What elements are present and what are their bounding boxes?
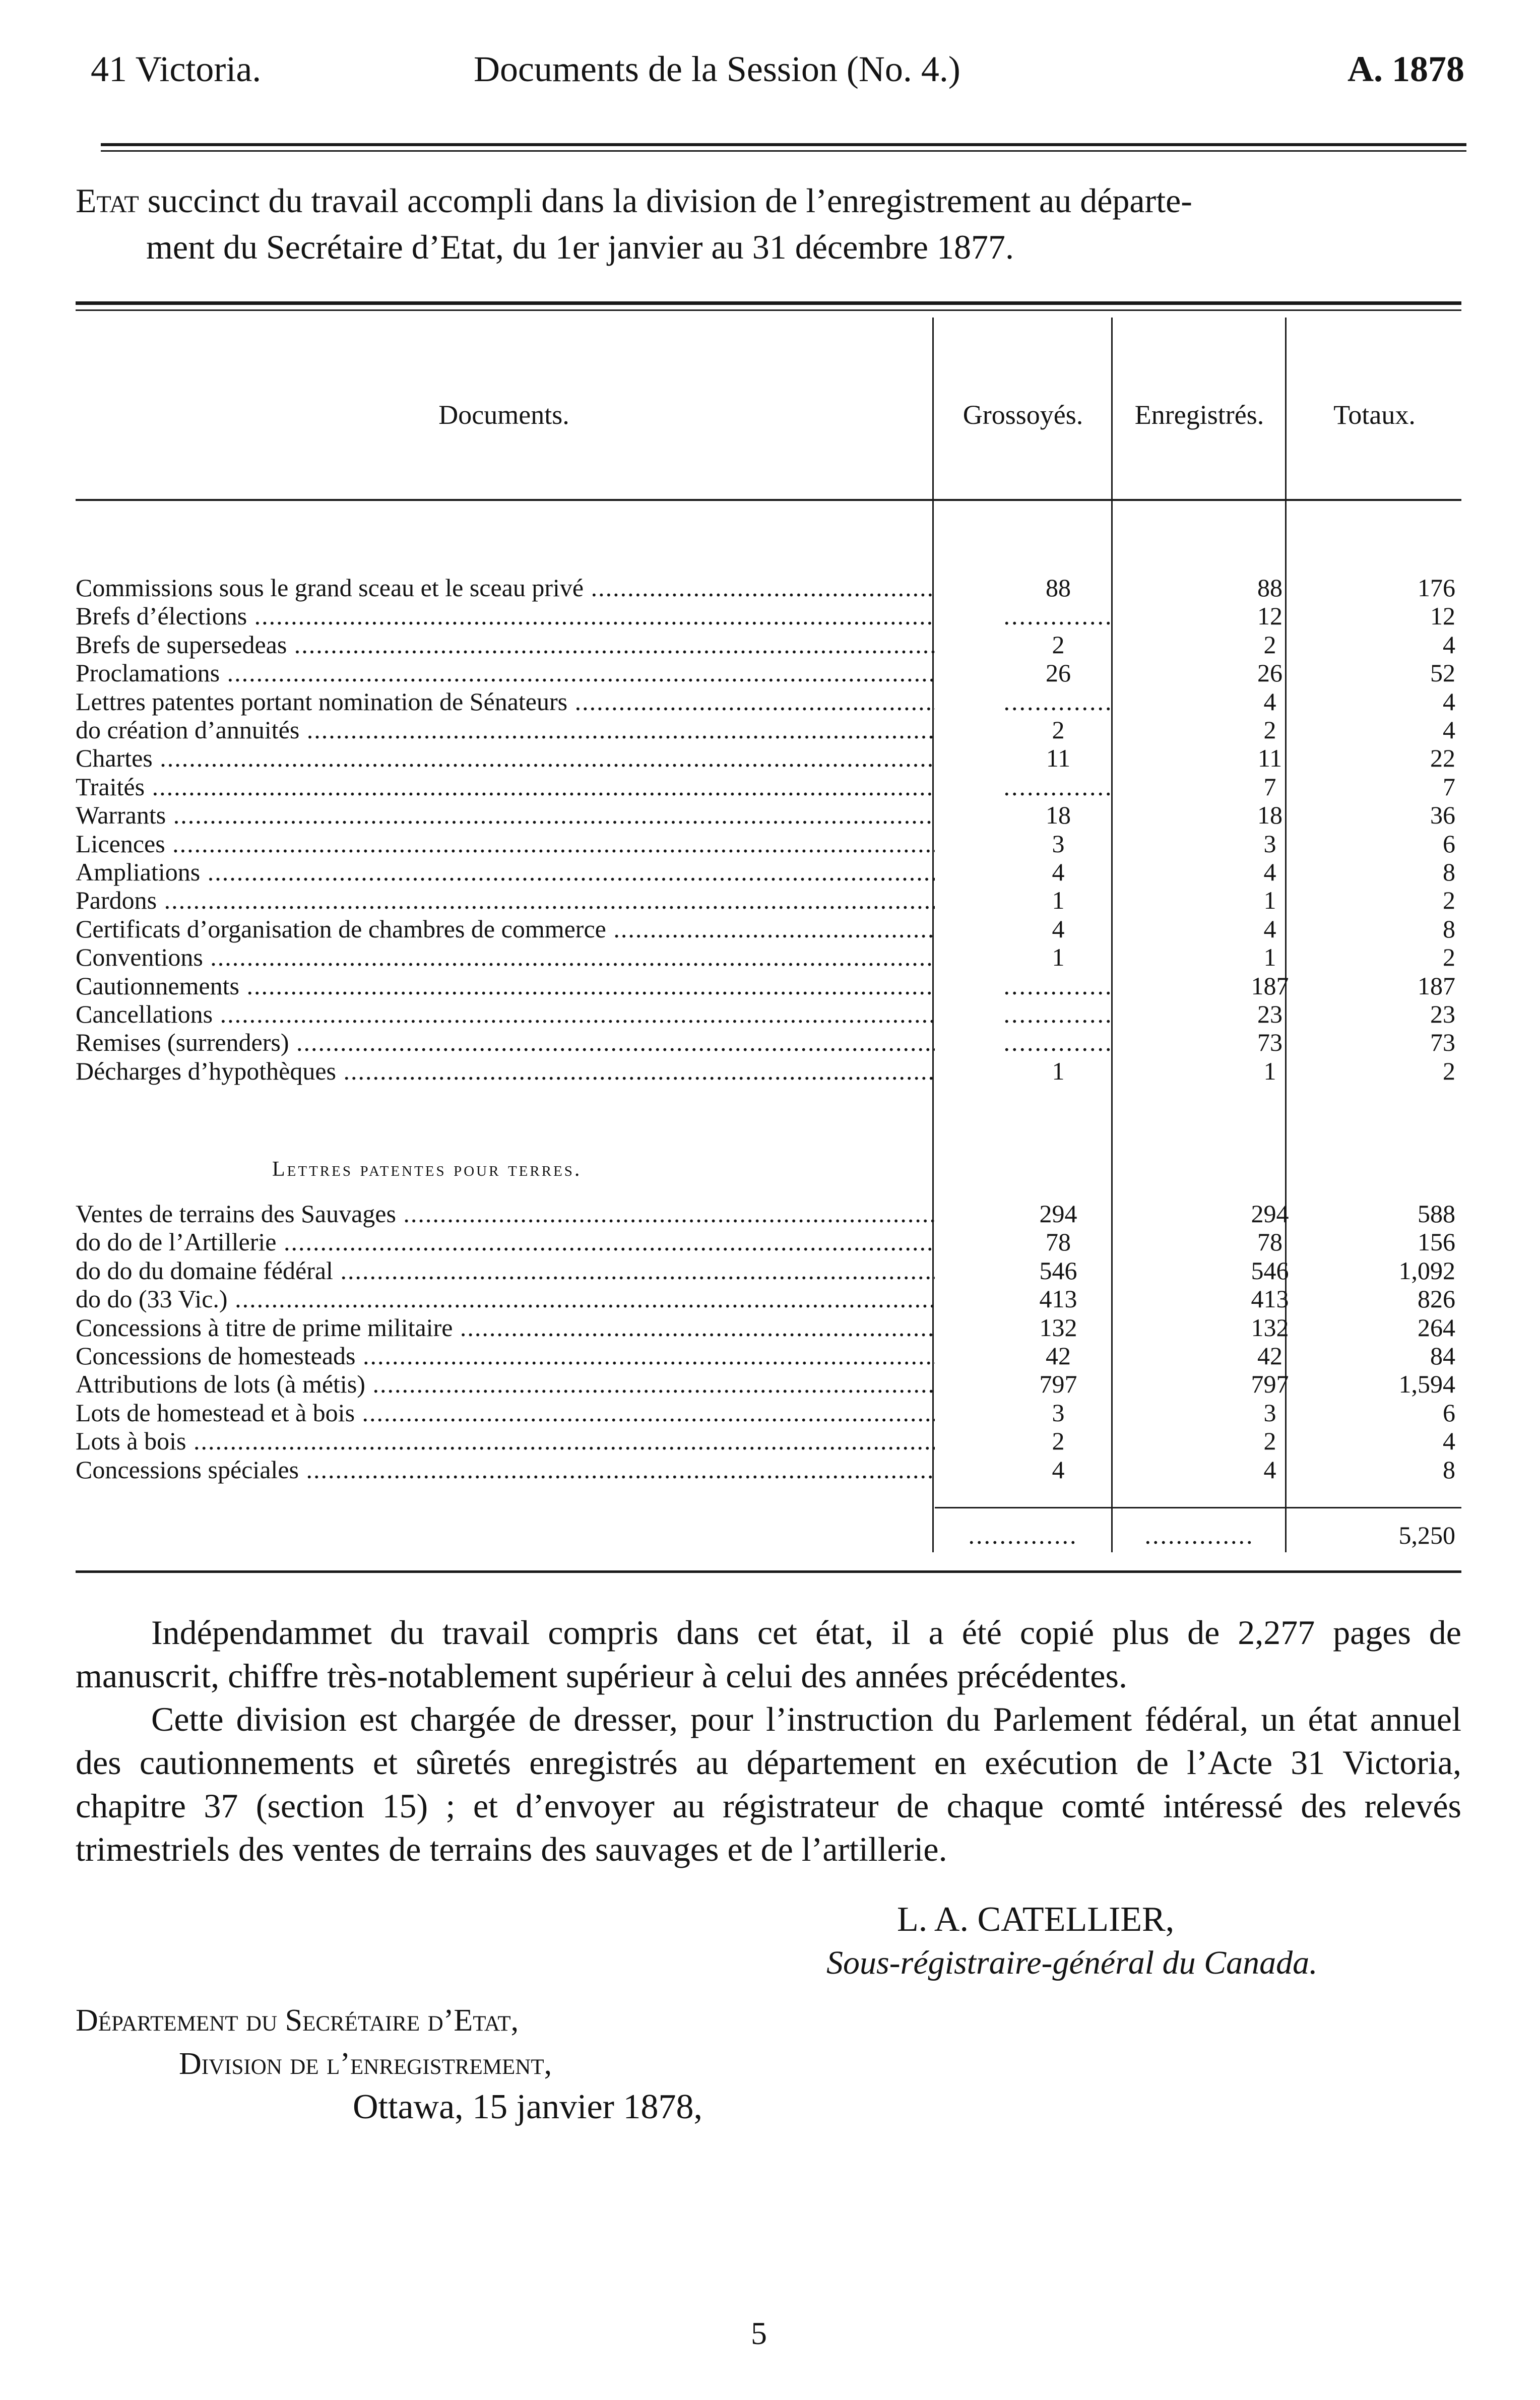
paragraph-2: Cette division est chargée de dresser, pour l’instruction du Parlement fédéral, un état annuel des cautionnements et sûretés enregistrés au département en exécution de l’Acte 31 Victoria, chapitre 37 (section 15) ; et d’envoyer au régistrateur de chaque comté intéressé des relevés trimestriels des ventes de terrains des sauvages et de l’artillerie. <box>76 1700 1461 1868</box>
row-totaux-value: 73 <box>1430 1028 1455 1057</box>
row-document-label: Brefs de supersedeas ..... <box>76 630 935 659</box>
row-totaux-value: 22 <box>1430 744 1455 773</box>
row-enregistres-value: 73 <box>1257 1028 1282 1057</box>
table-row <box>76 1057 1461 1085</box>
row-grossoyes-value: 4 <box>1052 1455 1065 1484</box>
total-grossoyes: .............. <box>968 1521 1078 1549</box>
row-totaux-value: 4 <box>1443 1427 1455 1456</box>
table-header-rule <box>76 499 1461 501</box>
column-header-enregistres: Enregistrés. <box>1134 400 1264 430</box>
row-enregistres-value: 187 <box>1251 971 1289 1000</box>
row-enregistres-value: 23 <box>1257 1000 1282 1028</box>
row-grossoyes-value: .............. <box>1003 772 1113 801</box>
row-document-label: Conventions ..... <box>76 943 935 971</box>
row-grossoyes-value: 546 <box>1039 1256 1077 1285</box>
title-line-2: ment du Secrétaire d’Etat, du 1er janvier au 31 décembre 1877. <box>146 228 1014 266</box>
row-totaux-value: 4 <box>1443 716 1455 744</box>
row-totaux-value: 2 <box>1443 886 1455 915</box>
table-row <box>76 1285 1461 1313</box>
row-enregistres-value: 1 <box>1263 1056 1276 1085</box>
row-grossoyes-value: 294 <box>1039 1199 1077 1228</box>
table-row <box>76 972 1461 1000</box>
title-lead: Etat <box>76 181 139 220</box>
row-enregistres-value: 3 <box>1263 829 1276 858</box>
row-enregistres-value: 2 <box>1263 1427 1276 1456</box>
table-row <box>76 602 1461 630</box>
row-enregistres-value: 546 <box>1251 1256 1289 1285</box>
row-document-label: Concessions spéciales ..... <box>76 1456 935 1484</box>
row-totaux-value: 4 <box>1443 687 1455 716</box>
table-row <box>76 574 1461 602</box>
signature-name: L. A. CATELLIER, <box>897 1900 1175 1939</box>
row-totaux-value: 36 <box>1430 801 1455 830</box>
row-enregistres-value: 294 <box>1251 1199 1289 1228</box>
row-document-label: Remises (surrenders) ..... <box>76 1028 935 1056</box>
column-header-documents: Documents. <box>438 400 569 430</box>
row-totaux-value: 23 <box>1430 1000 1455 1028</box>
row-enregistres-value: 1 <box>1263 886 1276 915</box>
row-grossoyes-value: 2 <box>1052 716 1065 744</box>
row-enregistres-value: 4 <box>1263 687 1276 716</box>
row-enregistres-value: 7 <box>1263 772 1276 801</box>
row-totaux-value: 826 <box>1418 1285 1455 1313</box>
row-grossoyes-value: 2 <box>1052 1427 1065 1456</box>
table-row <box>76 659 1461 687</box>
running-header-left: 41 Victoria. <box>91 49 262 89</box>
row-totaux-value: 2 <box>1443 1056 1455 1085</box>
row-totaux-value: 6 <box>1443 829 1455 858</box>
row-enregistres-value: 88 <box>1257 574 1282 602</box>
row-grossoyes-value: 4 <box>1052 914 1065 943</box>
row-grossoyes-value: .............. <box>1003 971 1113 1000</box>
header-rule-bottom <box>101 150 1466 152</box>
row-totaux-value: 187 <box>1418 971 1455 1000</box>
table-row <box>76 1028 1461 1056</box>
table-row <box>76 1342 1461 1370</box>
row-totaux-value: 84 <box>1430 1342 1455 1370</box>
total-rule <box>935 1507 1461 1508</box>
row-grossoyes-value: 3 <box>1052 829 1065 858</box>
row-document-label: Proclamations ..... <box>76 659 935 687</box>
table-row <box>76 744 1461 772</box>
row-enregistres-value: 2 <box>1263 630 1276 659</box>
running-header-center: Documents de la Session (No. 4.) <box>474 49 960 89</box>
total-totaux: 5,250 <box>1398 1521 1455 1549</box>
running-header-right: A. 1878 <box>1348 49 1464 89</box>
row-grossoyes-value: 1 <box>1052 943 1065 972</box>
table-row <box>76 1370 1461 1398</box>
header-rule-top <box>101 143 1466 146</box>
row-enregistres-value: 2 <box>1263 716 1276 744</box>
table-top-rule-thick <box>76 301 1461 305</box>
row-document-label: Chartes ..... <box>76 744 935 772</box>
row-totaux-value: 176 <box>1418 574 1455 602</box>
table-row <box>76 716 1461 744</box>
row-document-label: Ventes de terrains des Sauvages ..... <box>76 1199 935 1228</box>
row-totaux-value: 8 <box>1443 858 1455 886</box>
row-document-label: Commissions sous le grand sceau et le sceau privé ..... <box>76 574 935 602</box>
row-document-label: Licences ..... <box>76 830 935 858</box>
row-totaux-value: 6 <box>1443 1398 1455 1427</box>
row-document-label: Cancellations ..... <box>76 1000 935 1028</box>
row-enregistres-value: 12 <box>1257 602 1282 630</box>
row-enregistres-value: 4 <box>1263 858 1276 886</box>
department-line-1: Département du Secrétaire d’Etat, <box>76 2003 519 2038</box>
row-document-label: Ampliations ..... <box>76 858 935 886</box>
row-enregistres-value: 26 <box>1257 659 1282 687</box>
row-grossoyes-value: 132 <box>1039 1313 1077 1342</box>
table-row <box>76 1256 1461 1285</box>
table-bottom-rule <box>76 1570 1461 1573</box>
row-enregistres-value: 18 <box>1257 801 1282 830</box>
row-grossoyes-value: 42 <box>1046 1342 1071 1370</box>
table-row <box>76 1456 1461 1484</box>
table-row <box>76 630 1461 659</box>
row-totaux-value: 588 <box>1418 1199 1455 1228</box>
row-document-label: do création d’annuités ..... <box>76 716 935 744</box>
row-enregistres-value: 132 <box>1251 1313 1289 1342</box>
row-totaux-value: 2 <box>1443 943 1455 972</box>
row-enregistres-value: 11 <box>1257 744 1282 773</box>
table-row <box>76 1000 1461 1028</box>
row-document-label: Décharges d’hypothèques ..... <box>76 1057 935 1085</box>
row-totaux-value: 4 <box>1443 630 1455 659</box>
table-top-rule-thin <box>76 309 1461 311</box>
row-totaux-value: 8 <box>1443 914 1455 943</box>
row-totaux-value: 52 <box>1430 659 1455 687</box>
row-document-label: Traités ..... <box>76 773 935 801</box>
row-totaux-value: 1,594 <box>1398 1370 1455 1399</box>
row-grossoyes-value: 26 <box>1046 659 1071 687</box>
table-row <box>76 858 1461 886</box>
row-enregistres-value: 797 <box>1251 1370 1289 1399</box>
table-row <box>76 1399 1461 1427</box>
row-document-label: do do de l’Artillerie ..... <box>76 1228 935 1256</box>
row-document-label: do do du domaine fédéral ..... <box>76 1256 935 1285</box>
row-grossoyes-value: 3 <box>1052 1398 1065 1427</box>
row-document-label: Warrants ..... <box>76 801 935 829</box>
table-row <box>76 915 1461 943</box>
row-document-label: Certificats d’organisation de chambres de commerce ..... <box>76 915 935 943</box>
row-document-label: Concessions à titre de prime militaire ..... <box>76 1313 935 1342</box>
row-totaux-value: 156 <box>1418 1228 1455 1256</box>
row-totaux-value: 1,092 <box>1398 1256 1455 1285</box>
table-row <box>76 1427 1461 1455</box>
paragraph-1: Indépendammet du travail compris dans cet état, il a été copié plus de 2,277 pages de manuscrit, chiffre très-notablement supérieur à celui des années précédentes. <box>76 1613 1461 1695</box>
row-totaux-value: 12 <box>1430 602 1455 630</box>
table-row <box>76 773 1461 801</box>
department-line-3: Ottawa, 15 janvier 1878, <box>353 2088 702 2126</box>
row-enregistres-value: 413 <box>1251 1285 1289 1313</box>
row-document-label: Lots de homestead et à bois ..... <box>76 1399 935 1427</box>
row-grossoyes-value: 78 <box>1046 1228 1071 1256</box>
row-grossoyes-value: .............. <box>1003 1000 1113 1028</box>
row-enregistres-value: 3 <box>1263 1398 1276 1427</box>
row-totaux-value: 264 <box>1418 1313 1455 1342</box>
row-totaux-value: 8 <box>1443 1455 1455 1484</box>
row-enregistres-value: 1 <box>1263 943 1276 972</box>
signature-title: Sous-régistraire-général du Canada. <box>826 1944 1318 1981</box>
row-totaux-value: 7 <box>1443 772 1455 801</box>
table-row <box>76 1199 1461 1228</box>
section-heading-lettres-patentes: Lettres patentes pour terres. <box>272 1158 582 1181</box>
row-grossoyes-value: 797 <box>1039 1370 1077 1399</box>
row-grossoyes-value: .............. <box>1003 1028 1113 1057</box>
row-document-label: Pardons ..... <box>76 886 935 914</box>
table-row <box>76 801 1461 829</box>
total-enregistres: .............. <box>1144 1521 1254 1549</box>
row-document-label: do do (33 Vic.) ..... <box>76 1285 935 1313</box>
column-header-totaux: Totaux. <box>1333 400 1416 430</box>
row-document-label: Attributions de lots (à métis) ..... <box>76 1370 935 1398</box>
row-grossoyes-value: 1 <box>1052 886 1065 915</box>
row-grossoyes-value: 18 <box>1046 801 1071 830</box>
row-document-label: Concessions de homesteads ..... <box>76 1342 935 1370</box>
row-grossoyes-value: .............. <box>1003 687 1113 716</box>
row-grossoyes-value: 4 <box>1052 858 1065 886</box>
title-line-1: succinct du travail accompli dans la division de l’enregistrement au départe- <box>147 181 1192 220</box>
row-grossoyes-value: .............. <box>1003 602 1113 630</box>
row-grossoyes-value: 11 <box>1046 744 1071 773</box>
row-grossoyes-value: 1 <box>1052 1056 1065 1085</box>
table-row <box>76 687 1461 716</box>
row-grossoyes-value: 2 <box>1052 630 1065 659</box>
row-enregistres-value: 4 <box>1263 1455 1276 1484</box>
table-row <box>76 830 1461 858</box>
table-row <box>76 943 1461 971</box>
department-line-2: Division de l’enregistrement, <box>179 2047 552 2081</box>
row-grossoyes-value: 88 <box>1046 574 1071 602</box>
row-enregistres-value: 42 <box>1257 1342 1282 1370</box>
row-document-label: Lots à bois ..... <box>76 1427 935 1455</box>
document-title <box>76 177 1466 270</box>
row-grossoyes-value: 413 <box>1039 1285 1077 1313</box>
table-row <box>76 1313 1461 1342</box>
row-enregistres-value: 4 <box>1263 914 1276 943</box>
row-enregistres-value: 78 <box>1257 1228 1282 1256</box>
table-row <box>76 1228 1461 1256</box>
row-document-label: Cautionnements ..... <box>76 972 935 1000</box>
row-document-label: Brefs d’élections ..... <box>76 602 935 630</box>
row-document-label: Lettres patentes portant nomination de Sénateurs ..... <box>76 687 935 716</box>
page-number: 5 <box>751 2315 767 2351</box>
column-header-grossoyes: Grossoyés. <box>962 400 1083 430</box>
table-row <box>76 886 1461 914</box>
